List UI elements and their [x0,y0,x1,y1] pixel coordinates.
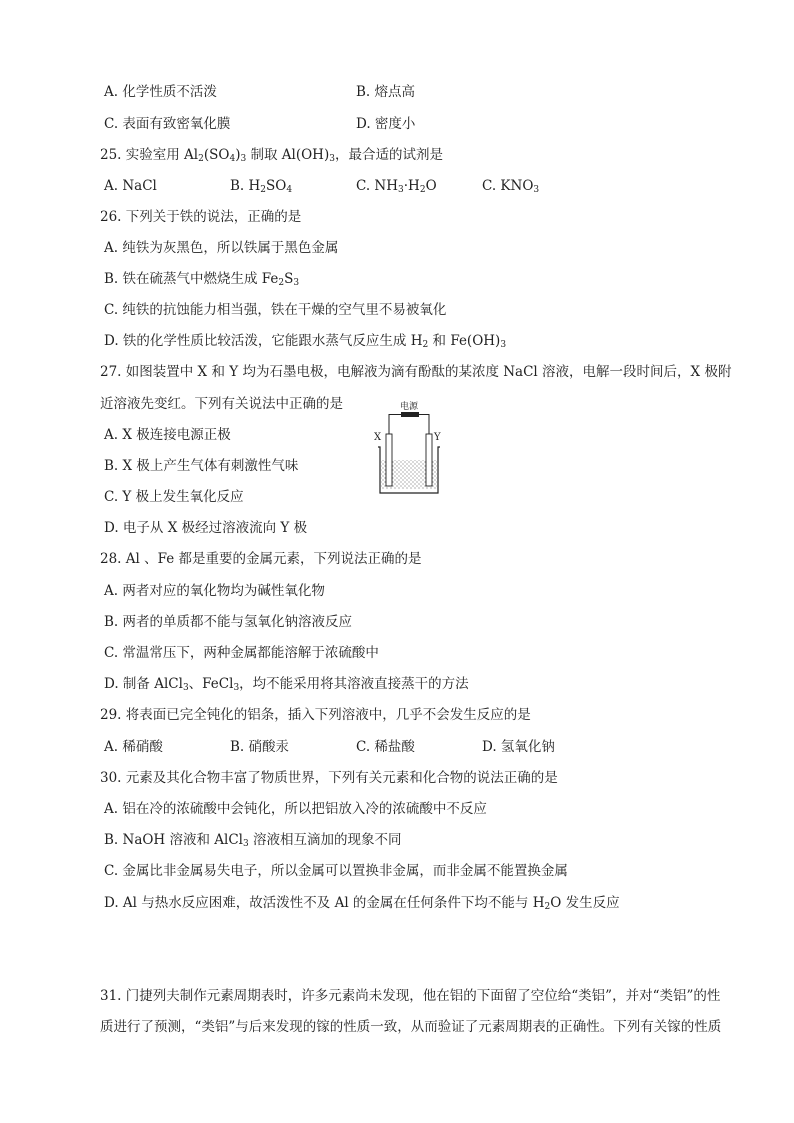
q29-option-a: A. 稀硝酸 [104,739,163,755]
power-source-battery [401,412,419,417]
q31-stem-line2: 质进行了预测，“类铝”与后来发现的镓的性质一致，从而验证了元素周期表的正确性。下列有关镓的性质 [100,1019,722,1035]
q30-option-d: D. Al 与热水反应困难，故活泼性不及 Al 的金属在任何条件下均不能与 $H_2O$ 发生反应 [104,895,620,912]
q25-stem: 25. 实验室用 $Al_2(SO_4)_3$ 制取 $Al(OH)_3$，最合适的试剂是 [100,147,443,164]
q29-option-b: B. 硝酸汞 [230,739,290,755]
q27-option-a: A. X 极连接电源正极 [104,427,231,443]
q24-option-a: A. 化学性质不活泼 [104,84,217,100]
q30-option-a: A. 铝在冷的浓硫酸中会钝化，所以把铝放入冷的浓硫酸中不反应 [104,801,487,817]
q26-stem: 26. 下列关于铁的说法，正确的是 [100,209,302,225]
left-wire [389,415,401,435]
electrode-y [426,434,432,486]
q25-option-a: A. NaCl [104,178,157,194]
q25-option-b: B. $H_2SO_4$ [230,178,293,195]
q28-option-b: B. 两者的单质都不能与氢氧化钠溶液反应 [104,614,353,630]
power-source-label: 电源 [399,402,419,412]
q27-option-d: D. 电子从 X 极经过溶液流向 Y 极 [104,520,308,536]
q27-option-c: C. Y 极上发生氧化反应 [104,489,244,505]
q24-option-c: C. 表面有致密氧化膜 [104,116,231,132]
electrolysis-cell-diagram [368,397,450,497]
q26-option-c: C. 纯铁的抗蚀能力相当强，铁在干燥的空气里不易被氧化 [104,302,447,318]
q26-option-b: B. 铁在硫蒸气中燃烧生成 $Fe_2S_3$ [104,271,300,288]
q27-stem-line2: 近溶液先变红。下列有关说法中正确的是 [100,396,343,412]
q25-option-d: C. $KNO_3$ [482,178,540,195]
q27-option-b: B. X 极上产生气体有刺激性气味 [104,458,299,474]
q28-option-a: A. 两者对应的氧化物均为碱性氧化物 [104,583,325,599]
q29-option-d: D. 氢氧化钠 [482,739,555,755]
electrode-x [386,434,392,486]
q29-stem: 29. 将表面已完全钝化的铝条，插入下列溶液中，几乎不会发生反应的是 [100,707,531,723]
electrode-x-label: X [374,432,382,443]
q29-option-c: C. 稀盐酸 [356,739,415,755]
q24-option-b: B. 熔点高 [356,84,416,100]
electrode-y-label: Y [434,432,441,443]
q30-option-b: B. NaOH 溶液和 AlCl$_3$ 溶液相互滴加的现象不同 [104,832,402,849]
q30-option-c: C. 金属比非金属易失电子，所以金属可以置换非金属，而非金属不能置换金属 [104,863,568,879]
q28-option-d: D. 制备 AlCl$_3$、FeCl$_3$，均不能采用将其溶液直接蒸干的方法 [104,676,469,693]
q27-stem-line1: 27. 如图装置中 X 和 Y 均为石墨电极，电解液为滴有酚酞的某浓度 NaCl 溶液，电解一段时间后，X 极附 [100,364,732,380]
right-wire [419,415,429,435]
q24-option-d: D. 密度小 [356,116,416,132]
q25-option-c: C. $NH_3\cdot H_2O$ [356,178,437,195]
q26-option-d: D. 铁的化学性质比较活泼，它能跟水蒸气反应生成 $H_2$ 和 $Fe(OH)_3$ [104,333,507,350]
q31-stem-line1: 31. 门捷列夫制作元素周期表时，许多元素尚未发现，他在铝的下面留了空位给“类铝”，并对“类铝”的性 [100,988,721,1004]
q28-stem: 28. Al 、Fe 都是重要的金属元素，下列说法正确的是 [100,551,422,567]
q30-stem: 30. 元素及其化合物丰富了物质世界，下列有关元素和化合物的说法正确的是 [100,770,558,786]
q28-option-c: C. 常温常压下，两种金属都能溶解于浓硫酸中 [104,645,379,661]
q26-option-a: A. 纯铁为灰黑色，所以铁属于黑色金属 [104,240,339,256]
